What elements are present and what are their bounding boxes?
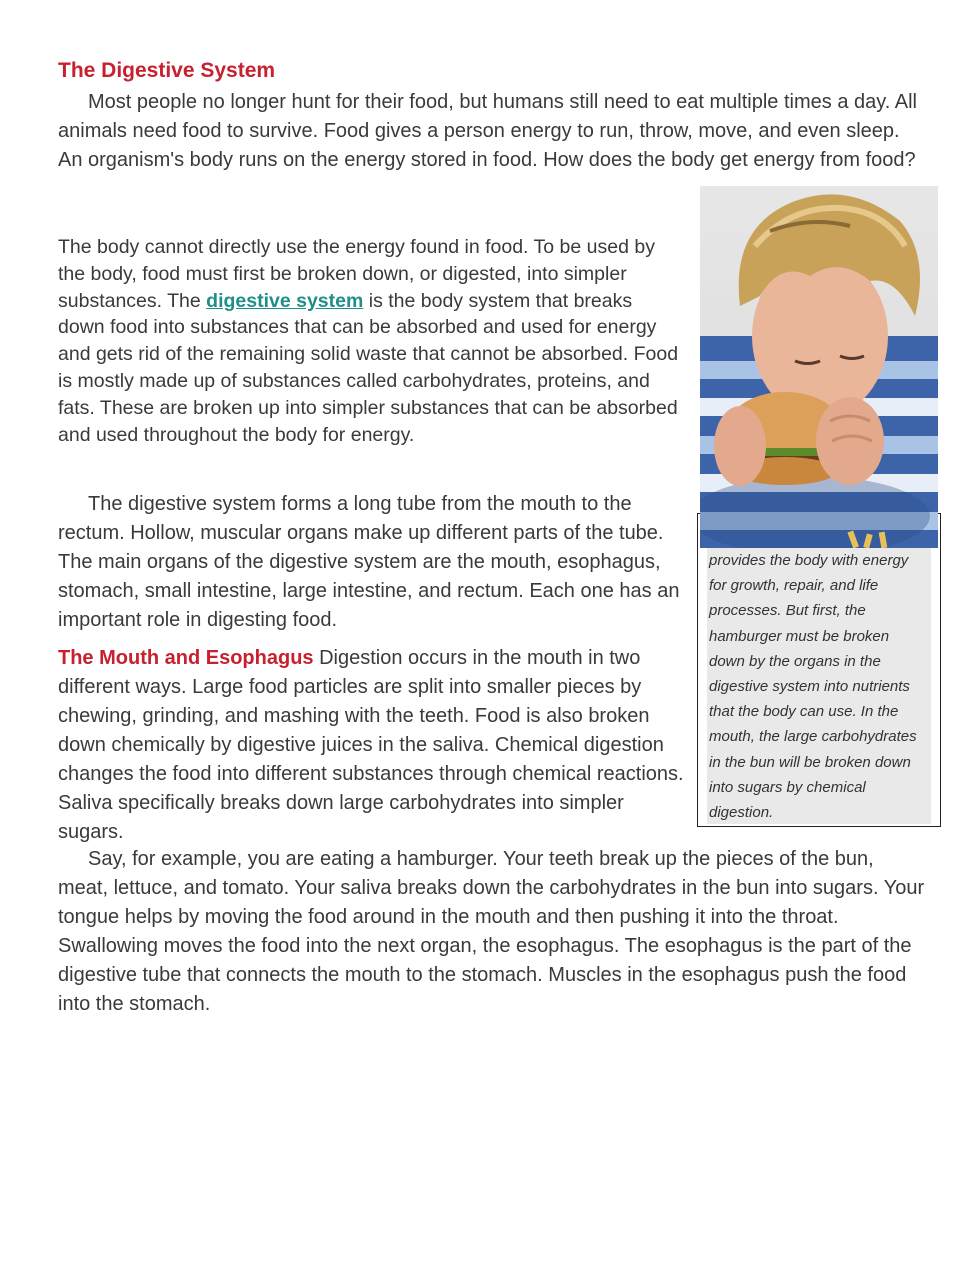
paragraph-text: The body cannot directly use the energy found in food. To be used by the body, food must first be broken down, or digested, into simpler substances. The [58, 236, 655, 312]
figure-caption: provides the body with energy for growth, repair, and life processes. But first, the hamburger must be broken down by the organs in the digestive system into nutrients that the body can use. In the mouth, the large carbohydrates in the bun will be broken down into sugars by chemical digestion. [709, 552, 917, 822]
mouth-esophagus-paragraph [58, 644, 690, 847]
page-title: The Digestive System [58, 59, 276, 82]
boy-eating-hamburger-photo [700, 186, 938, 548]
figure-caption-box [697, 513, 941, 827]
digestive-tube-paragraph: The digestive system forms a long tube from the mouth to the rectum. Hollow, muscular organs make up different parts of the tube. The main organs of the digestive system are the mouth, esophagus, stomach, small intestine, large intestine, and rectum. Each one has an important role in digesting food. [58, 493, 680, 631]
paragraph-text: is the body system that breaks down food into substances that can be absorbed and used for energy and gets rid of the remaining solid waste that cannot be absorbed. Food is mostly made up of substances called carbohydrates, proteins, and fats. These are broken up into simpler substances that can be absorbed and used throughout the body for energy. [58, 289, 679, 446]
photo-illustration [700, 186, 938, 548]
paragraph-text: Digestion occurs in the mouth in two different ways. Large food particles are split into smaller pieces by chewing, grinding, and mashing with the teeth. Food is also broken down chemically by digestive juices in the saliva. Chemical digestion changes the food into different substances through chemical reactions. Saliva specifically breaks down large carbohydrates into simpler sugars. [58, 647, 684, 843]
caption-background [707, 548, 931, 824]
digestion-definition-paragraph [58, 234, 683, 448]
digestive-system-link[interactable]: digestive system [206, 289, 364, 312]
section-subheading: The Mouth and Esophagus [58, 647, 314, 669]
intro-paragraph: Most people no longer hunt for their food, but humans still need to eat multiple times a day. All animals need food to survive. Food gives a person energy to run, throw, move, and even sleep. An organism's body runs on the energy stored in food. How does the body get energy from food? [58, 91, 917, 171]
hamburger-example-paragraph: Say, for example, you are eating a hamburger. Your teeth break up the pieces of the bun, meat, lettuce, and tomato. Your saliva breaks down the carbohydrates in the bun into sugars. Your tongue helps by moving the food around in the mouth and then pushing it into the throat. Swallowing moves the food into the next organ, the esophagus. The esophagus is the part of the digestive tube that connects the mouth to the stomach. Muscles in the esophagus push the food into the stomach. [58, 848, 925, 1015]
